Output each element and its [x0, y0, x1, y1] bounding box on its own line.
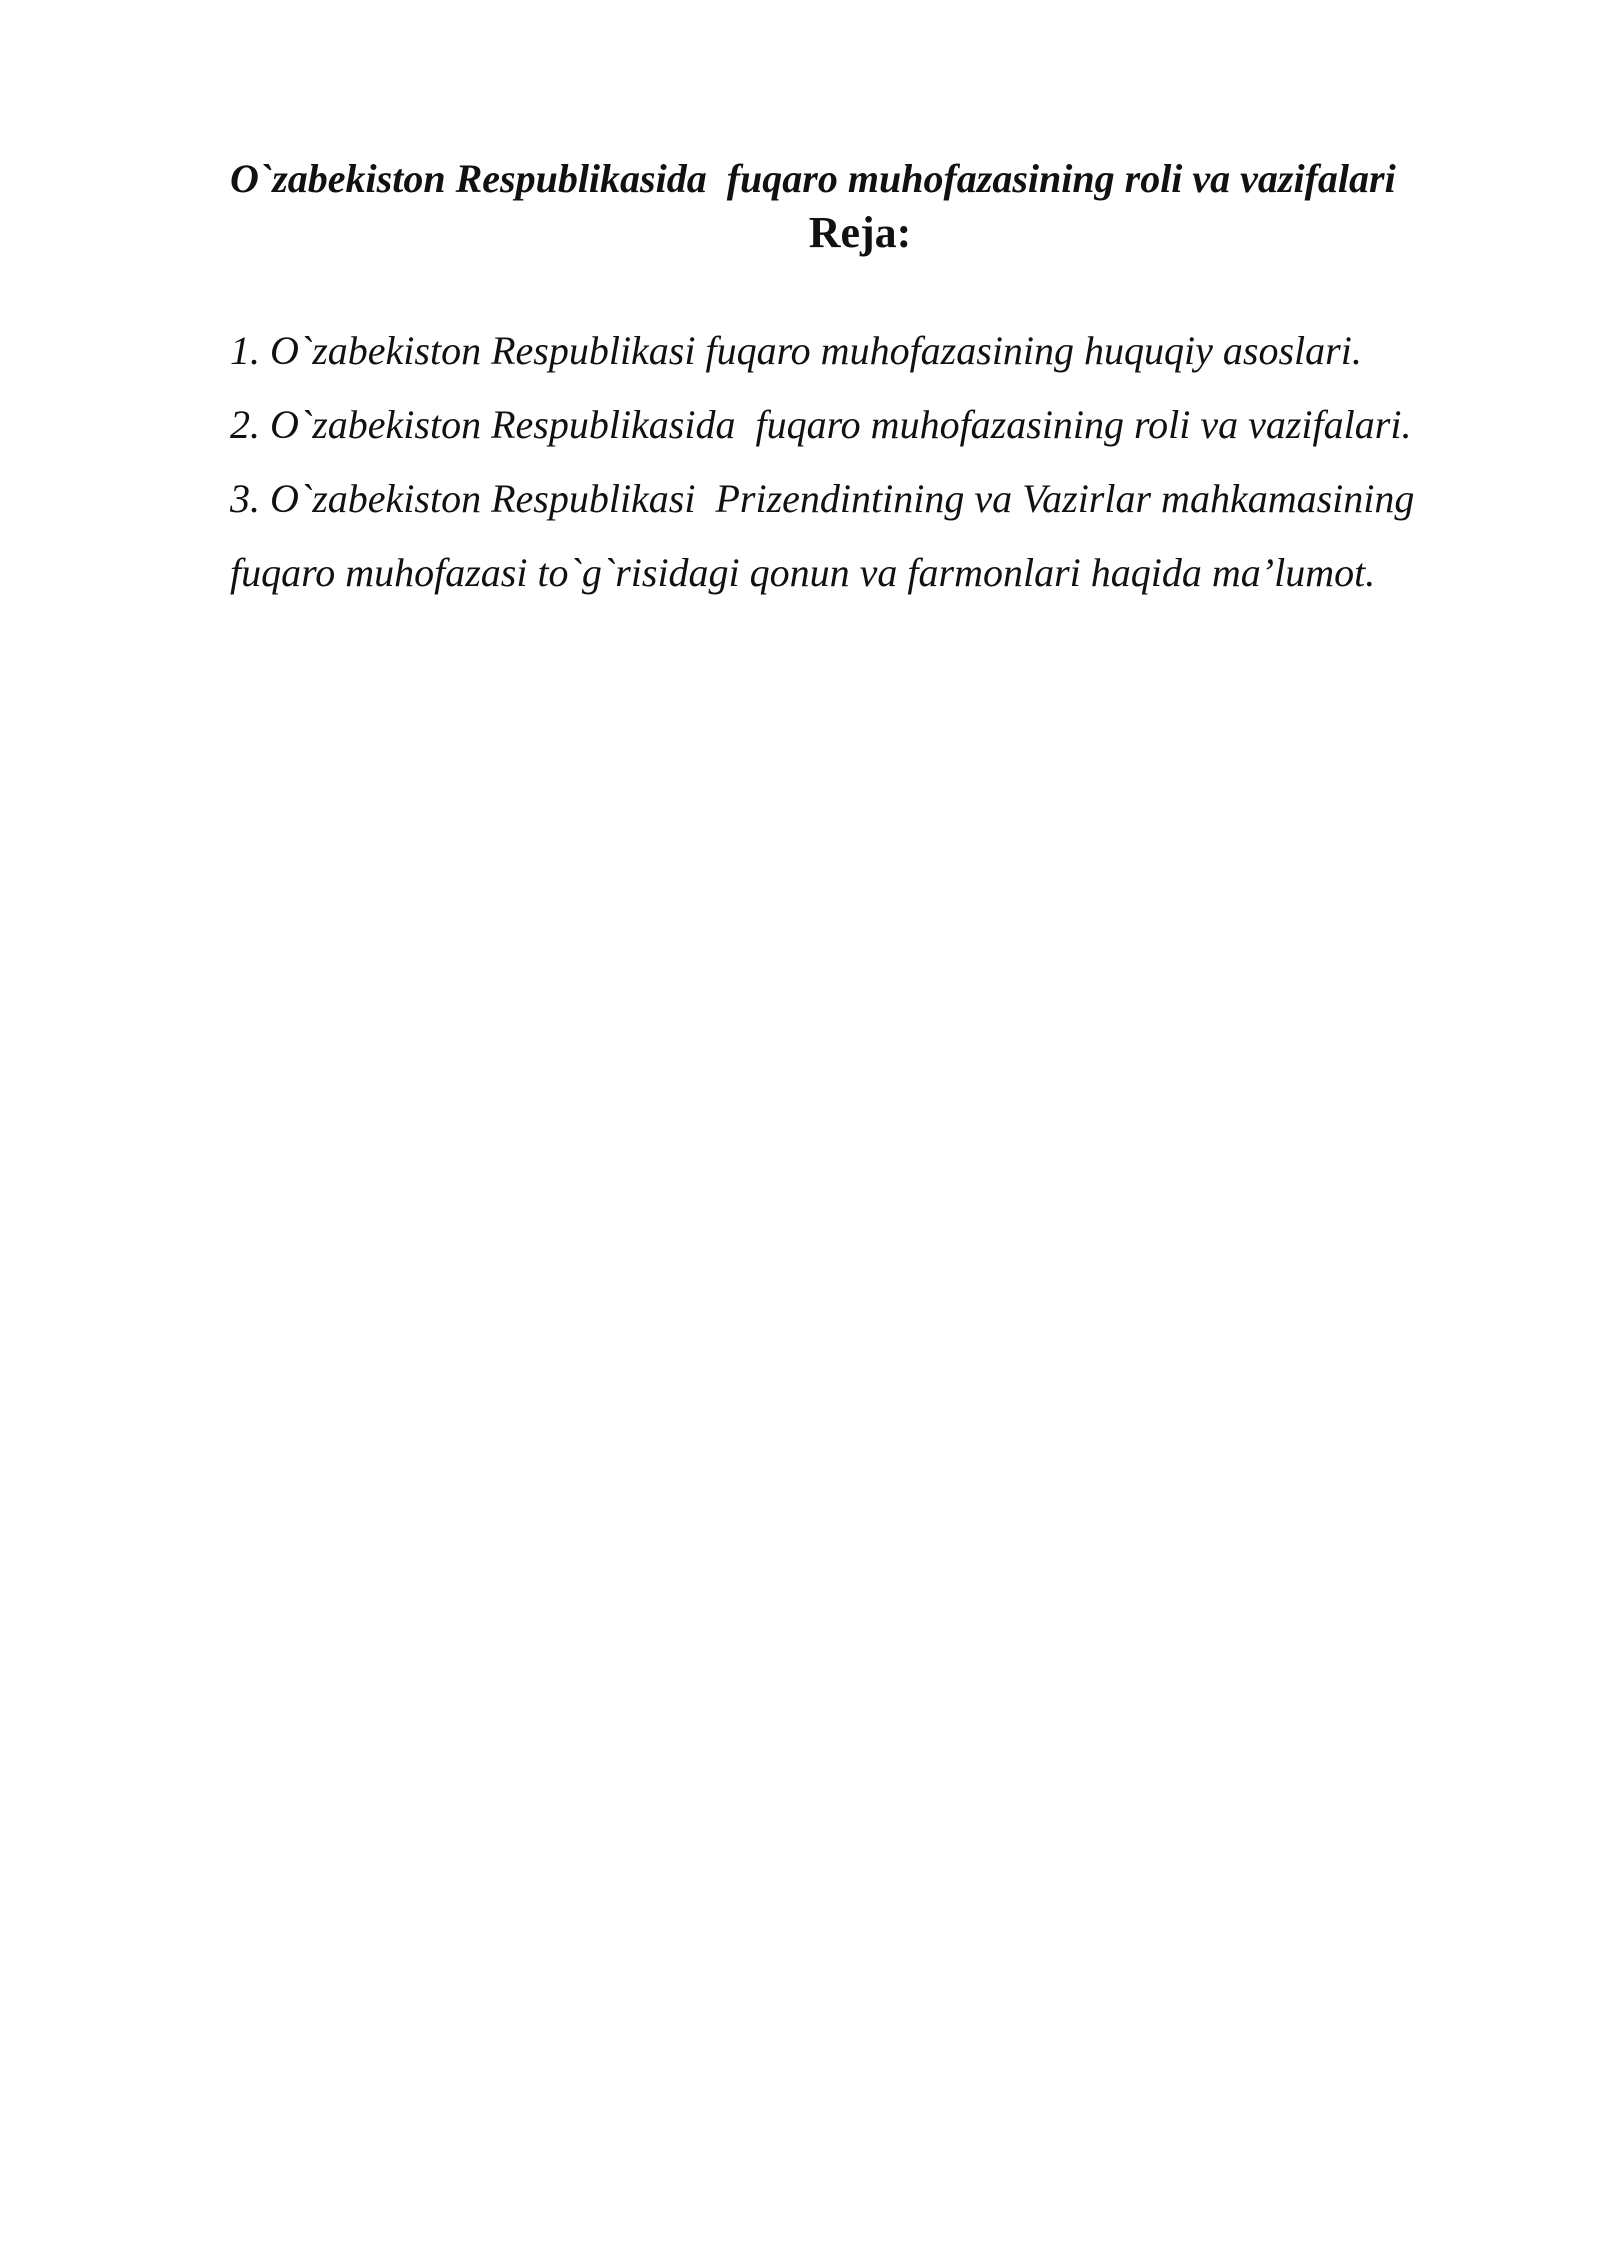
document-title: O`zabekiston Respublikasida fuqaro muhofazasining roli va vazifalari — [230, 156, 1396, 201]
plan-item-1: 1. O`zabekiston Respublikasi fuqaro muhofazasining huquqiy asoslari. — [230, 328, 1362, 373]
plan-item-3: 3. O`zabekiston Respublikasi Prizendintining va Vazirlar mahkamasining fuqaro muhofazasi to`g`risidagi qonun va farmonlari haqida ma’lumot. — [230, 476, 1425, 595]
plan-list — [230, 314, 1470, 610]
plan-item-2: 2. O`zabekiston Respublikasida fuqaro muhofazasining roli va vazifalari. — [230, 402, 1412, 447]
plan-heading: Reja: — [808, 208, 912, 257]
